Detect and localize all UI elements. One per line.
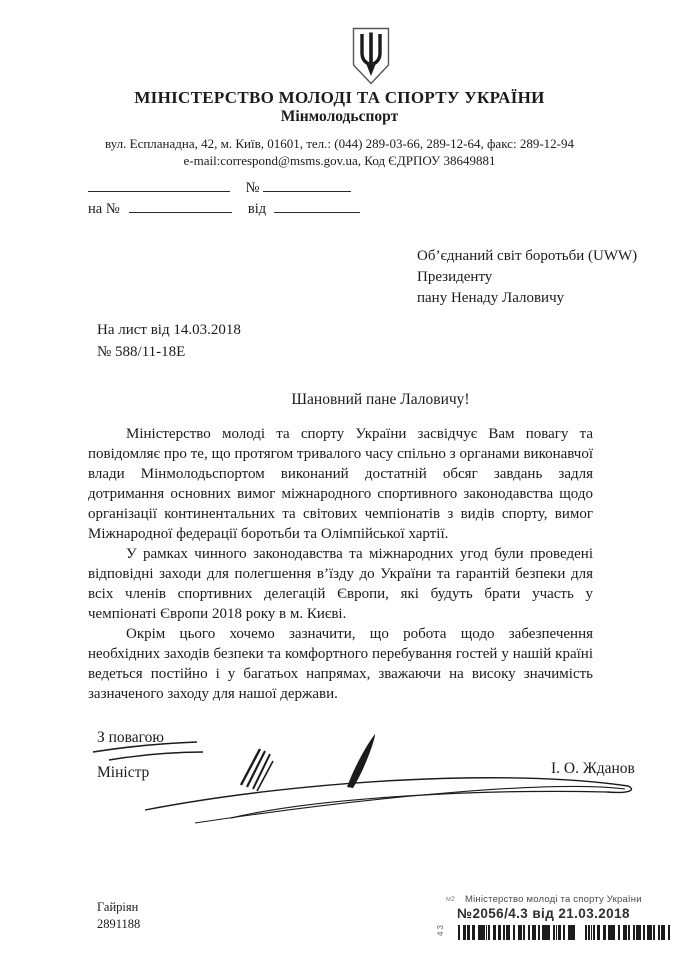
- salutation: Шановний пане Лаловичу!: [291, 391, 470, 408]
- executor-block: [97, 899, 140, 933]
- incoming-reference-row: [88, 199, 360, 220]
- incoming-number-label: на №: [88, 201, 120, 217]
- stamp-side-number: 43: [435, 923, 445, 936]
- ukraine-trident-icon: [352, 27, 390, 85]
- outgoing-number-blank: [88, 178, 230, 192]
- incoming-date-label: від: [247, 201, 267, 217]
- stamp-tiny-mark: м2: [446, 896, 455, 903]
- regarding-block: [97, 319, 241, 363]
- body-paragraph-2: У рамках чинного законодавства та міжнародних угод були проведені відповідні заходи для полегшення в’їзду до України та гарантій безпеки для всіх членів спортивних делегацій Європи, які будуть брати участь у чемпіонаті Європи 2018 року в м. Києві.: [88, 546, 593, 622]
- email-line: e-mail:correspond@msms.gov.ua, Код ЄДРПОУ 38649881: [183, 153, 496, 168]
- regarding-line2: № 588/11-18Е: [97, 344, 186, 360]
- outgoing-number-label: №: [245, 180, 260, 196]
- body-paragraph-1: Міністерство молоді та спорту України засвідчує Вам повагу та повідомляє про те, що протягом тривалого часу спільно з органами виконавчої влади Мінмолодьспортом виконаний достатній обсяг завдань задля дотримання основних вимог міжнародного спортивного законодавства щодо організації континентальних та світових чемпіонатів з видів спорту, вимог Міжнародної федерації боротьби та Олімпійської хартії.: [88, 426, 593, 542]
- address-line: вул. Еспланадна, 42, м. Київ, 01601, тел.: (044) 289-03-66, 289-12-64, факс: 289-12-94: [105, 136, 574, 151]
- addressee-name: пану Ненаду Лаловичу: [417, 290, 565, 306]
- regarding-line1: На лист від 14.03.2018: [97, 322, 241, 338]
- ministry-short-name: Мінмолодьспорт: [280, 108, 399, 125]
- signer-position: Міністр: [97, 764, 150, 781]
- outgoing-reference-row: [88, 178, 360, 199]
- incoming-date-blank: [274, 199, 360, 213]
- stamp-org-line: Міністерство молоді та спорту України: [465, 894, 642, 905]
- addressee-position: Президенту: [417, 269, 493, 285]
- reference-block: [88, 178, 360, 220]
- addressee-organization: Об’єднаний світ боротьби (UWW): [417, 248, 638, 264]
- stamp-number-line: №2056/4.3 від 21.03.2018: [457, 906, 630, 921]
- outgoing-date-blank: [263, 178, 351, 192]
- signer-name: І. О. Жданов: [551, 760, 635, 777]
- addressee-block: [417, 246, 637, 309]
- executor-name: Гайріян: [97, 900, 139, 914]
- body-paragraph-3: Окрім цього хочемо зазначити, що робота щодо забезпечення необхідних заходів безпеки та комфортного перебування гостей у нашій країні ведеться постійно і у багатьох напрямах, зважаючи на високу значимість зазначеного заходу для нашої держави.: [88, 626, 593, 702]
- executor-phone: 2891188: [97, 917, 141, 931]
- incoming-number-blank: [129, 199, 232, 213]
- handwritten-signature: [85, 723, 645, 841]
- registration-stamp: [436, 893, 679, 948]
- letter-body: [88, 424, 593, 704]
- ministry-name: МІНІСТЕРСТВО МОЛОДІ ТА СПОРТУ УКРАЇНИ: [134, 88, 545, 107]
- stamp-barcode: [458, 925, 672, 940]
- closing-phrase: З повагою: [97, 729, 164, 746]
